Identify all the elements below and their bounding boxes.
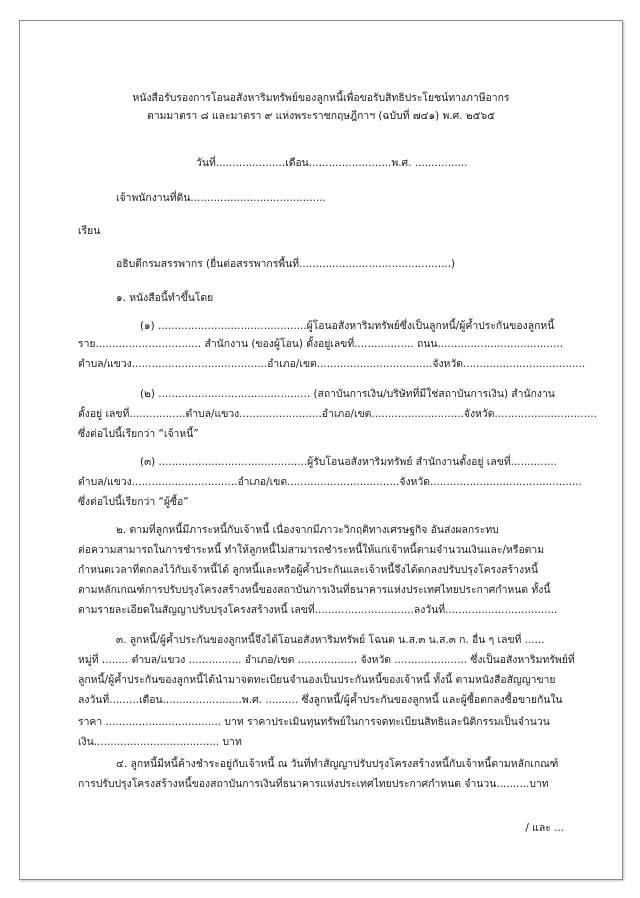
section-3-line-6: เงิน...................................... บาท <box>78 736 242 748</box>
section-2-line-2: ต่อความสามารถในการชำระหนี้ ทำให้ลูกหนี้ไม่สามารถชำระหนี้ให้แก่เจ้าหนี้ตามจำนวนเงินและ/หรือตาม <box>78 544 545 556</box>
section-2-line-1: ๒. ตามที่ลูกหนี้มีภาระหนี้กับเจ้าหนี้ เนื่องจากมีภาวะวิกฤติทางเศรษฐกิจ อันส่งผลกระทบ <box>116 524 499 536</box>
party-1-line-3: ตำบล/แขวง.........................................อำเภอ/เขต...................................จังหวัด..................................... <box>78 358 586 370</box>
party-2-line-3: ซึ่งต่อไปนี้เรียกว่า “เจ้าหนี้” <box>78 428 199 440</box>
section-3-line-5: ราคา ................................... บาท ราคาประเมินทุนทรัพย์ในการจดทะเบียนสิทธิและนิติกรรมเป็นจำนวน <box>78 716 550 728</box>
section-2-line-5: ตามรายละเอียดในสัญญาปรับปรุงโครงสร้างหนี้ เลขที่..............................ลงวันที่.................................. <box>78 604 558 616</box>
party-3-line-2: ตำบล/แขวง................................อำเภอ/เขต..................................จังหวัด.............................................. <box>78 476 582 488</box>
section-1-heading: ๑. หนังสือนี้ทำขึ้นโดย <box>116 292 214 304</box>
section-2-line-4: ตามหลักเกณฑ์การปรับปรุงโครงสร้างหนี้ของสถาบันการเงินที่ธนาคารแห่งประเทศไทยประกาศกำหนด ทั้งนี้ <box>78 584 551 596</box>
section-3-line-2: หมู่ที่ ........ ตำบล/แขวง ................ อำเภอ/เขต .................. จังหวัด ...................... ซึ่งเป็นอสังหาริมทรัพย์ที่ <box>78 654 575 666</box>
date-line: วันที่.....................เดือน.........................พ.ศ. ................ <box>196 157 468 169</box>
section-3-line-3: ลูกหนี้/ผู้ค้ำประกันของลูกหนี้ได้นำมาจดทะเบียนจำนองเป็นประกันหนี้ของเจ้าหนี้ ทั้งนี้ ตามหนังสือสัญญาขาย <box>78 674 556 686</box>
section-3-line-4: ลงวันที่.........เดือน........................พ.ศ. .......... ซึ่งลูกหนี้/ผู้ค้ำประกันของลูกหนี้ และผู้ซื้อตกลงซื้อขายกันใน <box>78 694 563 706</box>
doc-title-line-1: หนังสือรับรองการโอนอสังหาริมทรัพย์ของลูกหนี้เพื่อขอรับสิทธิประโยชน์ทางภาษีอากร <box>132 92 510 104</box>
recipient-line: อธิบดีกรมสรรพากร (ยื่นต่อสรรพากรพื้นที่..............................................) <box>116 258 456 270</box>
party-2-line-2: ตั้งอยู่ เลขที่.................ตำบล/แขวง.........................อำเภอ/เขต............................จังหวัด............................... <box>78 408 597 420</box>
party-1-line-1: (๑) .............................................ผู้โอนอสังหาริมทรัพย์ซึ่งเป็นลูกหนี้/ผู้ค้ำประกันของลูกหนี้ <box>140 320 555 332</box>
section-2-line-3: กำหนดเวลาที่ตกลงไว้กับเจ้าหนี้ได้ ลูกหนี้และหรือผู้ค้ำประกันและเจ้าหนี้จึงได้ตกลงปรับปรุงโครงสร้างหนี้ <box>78 564 539 576</box>
party-1-line-2: ราย................................ สำนักงาน (ของผู้โอน) ตั้งอยู่เลขที่.................. ถนน...................................... <box>78 338 564 350</box>
to-label: เรียน <box>78 225 101 237</box>
party-3-line-3: ซึ่งต่อไปนี้เรียกว่า “ผู้ซื้อ” <box>78 496 189 508</box>
document-page <box>19 20 623 880</box>
party-2-line-1: (๒) .............................................. (สถาบันการเงิน/บริษัทที่มีใช่สถาบันการเงิน) สำนักงาน <box>140 388 555 400</box>
officer-line: เจ้าพนักงานที่ดิน......................................... <box>116 192 326 204</box>
section-4-line-1: ๔. ลูกหนี้มีหนี้ค้างชำระอยู่กับเจ้าหนี้ ณ วันที่ทำสัญญาปรับปรุงโครงสร้างหนี้กับเจ้าหนี้ตามหลักเกณฑ์ <box>116 758 559 770</box>
section-4-line-2: การปรับปรุงโครงสร้างหนี้ของสถาบันการเงินที่ธนาคารแห่งประเทศไทยประกาศกำหนด จำนวน..........บาท <box>78 778 549 790</box>
party-3-line-1: (๓) .............................................ผู้รับโอนอสังหาริมทรัพย์ สำนักงานตั้งอยู่ เลขที่.............. <box>140 456 557 468</box>
section-3-line-1: ๓. ลูกหนี้/ผู้ค้ำประกันของลูกหนี้จึงได้โอนอสังหาริมทรัพย์ โฉนด น.ส.๓ น.ส.๓ ก. อื่น ๆ เลขที่ ...... <box>116 634 545 646</box>
page-continuation-footer: / และ ... <box>525 822 564 834</box>
doc-title-line-2: ตามมาตรา ๘ และมาตรา ๙ แห่งพระราชกฤษฎีกาฯ (ฉบับที่ ๗๔๑) พ.ศ. ๒๕๖๕ <box>146 110 495 122</box>
